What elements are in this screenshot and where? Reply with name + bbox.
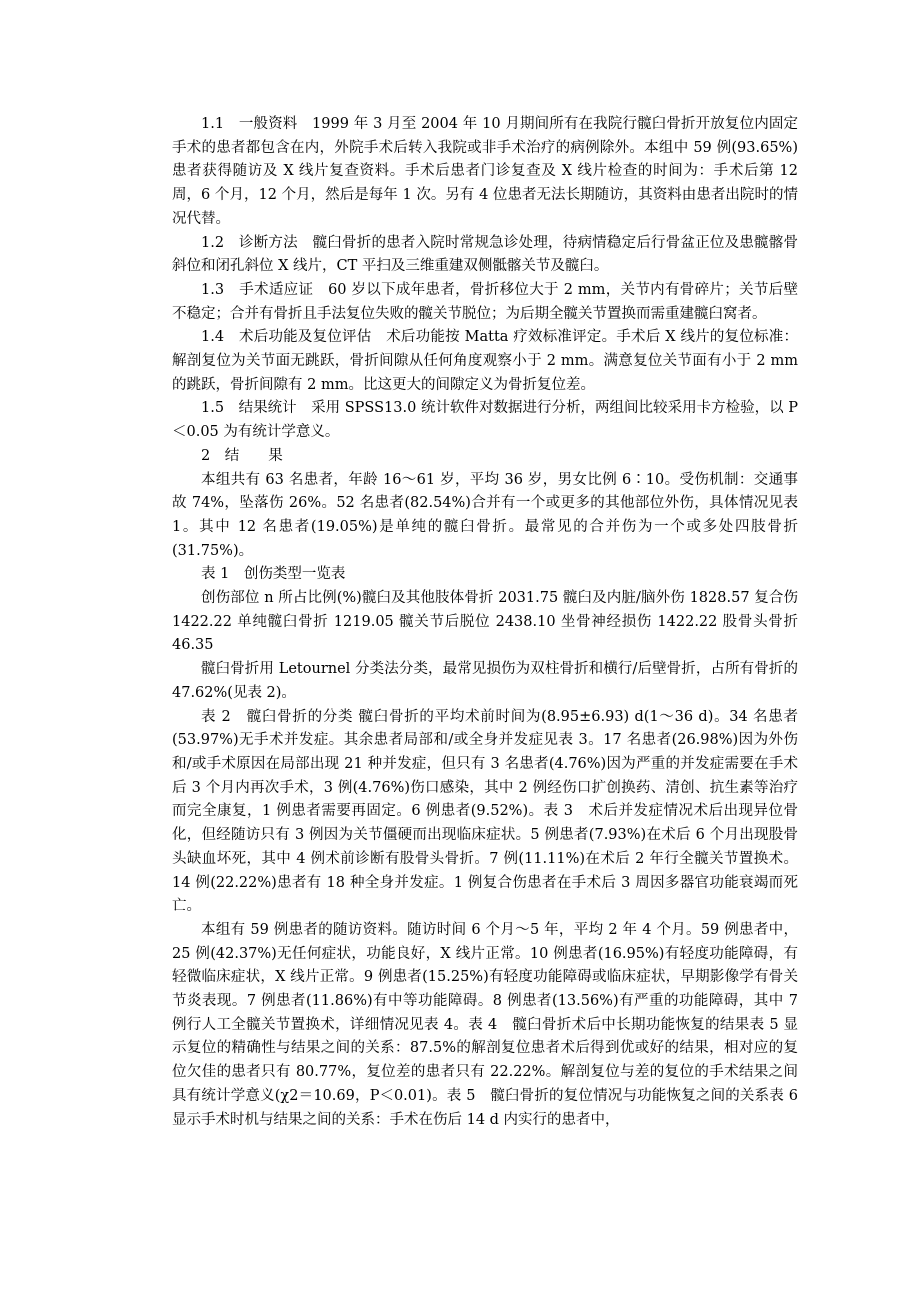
paragraph-diagnosis-method: 1.2 诊断方法 髋臼骨折的患者入院时常规急诊处理，待病情稳定后行骨盆正位及患髋髂骨斜位和闭孔斜位 X 线片，CT 平扫及三维重建双侧骶髂关节及髋臼。 <box>172 234 798 275</box>
paragraph-postop-evaluation: 1.4 术后功能及复位评估 术后功能按 Matta 疗效标准评定。手术后 X 线片的复位标准：解剖复位为关节面无跳跃，骨折间隙从任何角度观察小于 2 mm。满意复位关节面有小于 2 mm 的跳跃，骨折间隙有 2 mm。比这更大的间隙定义为骨折复位差。 <box>172 329 798 393</box>
document-body <box>172 113 798 1132</box>
paragraph-surgical-indications: 1.3 手术适应证 60 岁以下成年患者，骨折移位大于 2 mm，关节内有骨碎片；关节后壁不稳定；合并有骨折且手法复位失败的髋关节脱位；为后期全髋关节置换而需重建髋臼窝者。 <box>172 281 798 322</box>
paragraph-patient-overview: 本组共有 63 名患者，年龄 16～61 岁，平均 36 岁，男女比例 6∶10。受伤机制：交通事故 74%，坠落伤 26%。52 名患者(82.54%)合并有一个或更多的其他部位外伤，具体情况见表 1。其中 12 名患者(19.05%)是单纯的髋臼骨折。最常见的合并伤为一个或多处四肢骨折(31.75%)。 <box>172 471 798 559</box>
paragraph-statistics: 1.5 结果统计 采用 SPSS13.0 统计软件对数据进行分析，两组间比较采用卡方检验，以 P＜0.05 为有统计学意义。 <box>172 400 798 441</box>
table-1-caption: 表 1 创伤类型一览表 <box>201 566 346 583</box>
table-1-content: 创伤部位 n 所占比例(%)髋臼及其他肢体骨折 2031.75 髋臼及内脏/脑外伤 1828.57 复合伤 1422.22 单纯髋臼骨折 1219.05 髋关节后脱位 2438.10 坐骨神经损伤 1422.22 股骨头骨折 46.35 <box>172 590 798 654</box>
paragraph-complications: 表 2 髋臼骨折的分类 髋臼骨折的平均术前时间为(8.95±6.93) d(1～36 d)。34 名患者(53.97%)无手术并发症。其余患者局部和/或全身并发症见表 3。17 名患者(26.98%)因为外伤和/或手术原因在局部出现 21 种并发症，但只有 3 名患者(4.76%)因为严重的并发症需要在手术后 3 个月内再次手术，3 例(4.76%)伤口感染，其中 2 例经伤口扩创换药、清创、抗生素等治疗而完全康复，1 例患者需要再固定。6 例患者(9.52%)。表 3 术后并发症情况术后出现异位骨化，但经随访只有 3 例因为关节僵硬而出现临床症状。5 例患者(7.93%)在术后 6 个月出现股骨头缺血坏死，其中 4 例术前诊断有股骨头骨折。7 例(11.11%)在术后 2 年行全髋关节置换术。14 例(22.22%)患者有 18 种全身并发症。1 例复合伤患者在手术后 3 周因多器官功能衰竭而死亡。 <box>172 708 798 915</box>
section-heading-results: 2 结 果 <box>201 447 283 464</box>
paragraph-follow-up: 本组有 59 例患者的随访资料。随访时间 6 个月～5 年，平均 2 年 4 个月。59 例患者中，25 例(42.37%)无任何症状，功能良好，X 线片正常。10 例患者(16.95%)有轻度功能障碍，有轻微临床症状，X 线片正常。9 例患者(15.25%)有轻度功能障碍或临床症状，早期影像学有骨关节炎表现。7 例患者(11.86%)有中等功能障碍。8 例患者(13.56%)有严重的功能障碍，其中 7 例行人工全髋关节置换术，详细情况见表 4。表 4 髋臼骨折术后中长期功能恢复的结果表 5 显示复位的精确性与结果之间的关系：87.5%的解剖复位患者术后得到优或好的结果，相对应的复位欠佳的患者只有 80.77%，复位差的患者只有 22.22%。解剖复位与差的复位的手术结果之间具有统计学意义(χ2＝10.69，P＜0.01)。表 5 髋臼骨折的复位情况与功能恢复之间的关系表 6 显示手术时机与结果之间的关系：手术在伤后 14 d 内实行的患者中， <box>172 921 798 1128</box>
paragraph-classification: 髋臼骨折用 Letournel 分类法分类，最常见损伤为双柱骨折和横行/后壁骨折，占所有骨折的 47.62%(见表 2)。 <box>172 661 798 701</box>
paragraph-general-data: 1.1 一般资料 1999 年 3 月至 2004 年 10 月期间所有在我院行髋臼骨折开放复位内固定手术的患者都包含在内，外院手术后转入我院或非手术治疗的病例除外。本组中 59 例(93.65%)患者获得随访及 X 线片复查资料。手术后患者门诊复查及 X 线片检查的时间为：手术后第 12 周，6 个月，12 个月，然后是每年 1 次。另有 4 位患者无法长期随访，其资料由患者出院时的情况代替。 <box>172 116 798 227</box>
